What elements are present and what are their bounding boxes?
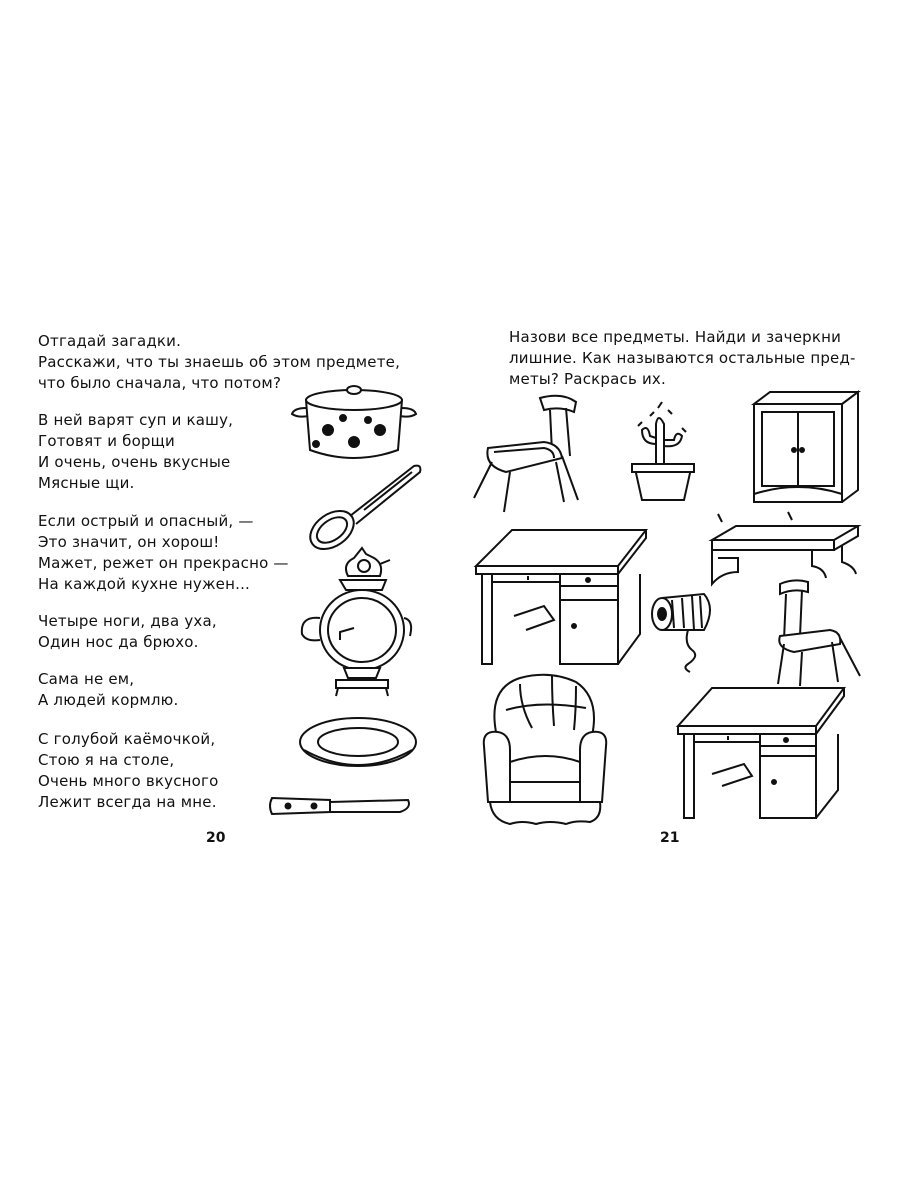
spoon-icon (302, 460, 426, 555)
riddle-5-line-2: Стою я на столе, (38, 751, 175, 769)
plate-icon (296, 712, 420, 776)
instruction-line-1: Назови все предметы. Найди и зачеркни (509, 328, 842, 346)
instruction-line-3: меты? Раскрась их. (509, 370, 666, 388)
cupboard-icon (752, 390, 862, 508)
riddle-2-line-4: На каждой кухне нужен... (38, 575, 251, 593)
samovar-icon (296, 546, 414, 698)
riddle-1-line-2: Готовят и борщи (38, 432, 175, 450)
riddle-1-line-4: Мясные щи. (38, 474, 135, 492)
page-number-right: 21 (660, 830, 680, 846)
riddle-5-line-4: Лежит всегда на мне. (38, 793, 217, 811)
pot-icon (288, 378, 420, 470)
desk-small-icon (676, 686, 848, 822)
instruction-line-2: лишние. Как называются остальные пред- (509, 349, 856, 367)
riddle-1-line-1: В ней варят суп и кашу, (38, 411, 234, 429)
riddle-3-line-1: Четыре ноги, два уха, (38, 612, 217, 630)
right-page (450, 0, 900, 1200)
riddle-2-line-3: Мажет, режет он прекрасно — (38, 554, 289, 572)
chair-icon (470, 392, 588, 516)
intro-line-2: Расскажи, что ты знаешь об этом предмете, (38, 353, 401, 371)
intro-line-1: Отгадай загадки. (38, 332, 182, 350)
riddle-4-line-2: А людей кормлю. (38, 691, 179, 709)
riddle-1-line-3: И очень, очень вкусные (38, 453, 231, 471)
knife-icon (270, 792, 412, 820)
intro-line-3: что было сначала, что потом? (38, 374, 282, 392)
page-number-left: 20 (206, 830, 226, 846)
riddle-2-line-2: Это значит, он хорош! (38, 533, 220, 551)
cactus-icon (628, 400, 698, 504)
riddle-4-line-1: Сама не ем, (38, 670, 135, 688)
thread-spool-icon (648, 588, 720, 674)
riddle-2-line-1: Если острый и опасный, — (38, 512, 254, 530)
riddle-3-line-2: Один нос да брюхо. (38, 633, 199, 651)
riddle-5-line-1: С голубой каёмочкой, (38, 730, 216, 748)
riddle-5-line-3: Очень много вкусного (38, 772, 219, 790)
armchair-icon (480, 670, 610, 828)
desk-icon (474, 526, 650, 668)
chair-small-icon (774, 578, 868, 688)
